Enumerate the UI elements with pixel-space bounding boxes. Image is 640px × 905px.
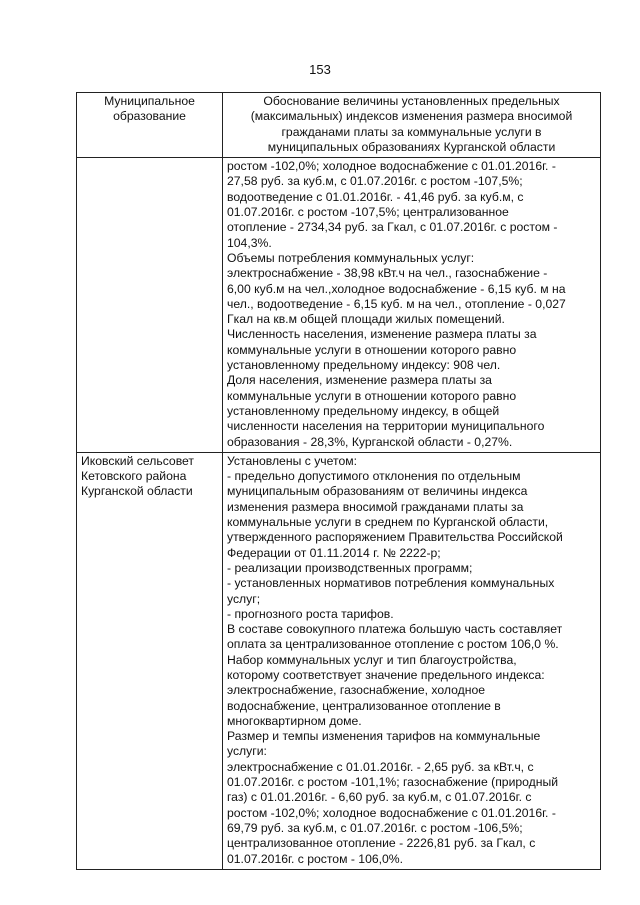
text-line: муниципальным образованиям от величины индекса: [227, 484, 528, 499]
header-line: гражданами платы за коммунальные услуги в: [281, 124, 542, 139]
header-line: (максимальных) индексов изменения размера вносимой: [250, 109, 573, 124]
text-line: коммунальные услуги в среднем по Курганской области,: [227, 515, 549, 530]
text-line: чел., водоотведение - 6,15 куб. м на чел., отопление - 0,027: [227, 296, 566, 311]
tariff-justification-table: [76, 92, 601, 870]
text-line: Курганской области: [81, 484, 193, 499]
text-line: - реализации производственных программ;: [227, 560, 473, 575]
text-line: установленному предельному индексу, в общей: [227, 403, 500, 418]
text-line: 104,3%.: [227, 235, 272, 250]
text-line: 01.07.2016г. с ростом -107,5%; централизованное: [227, 205, 509, 220]
text-line: электроснабжение с 01.01.2016г. - 2,65 руб. за кВт.ч, с: [227, 759, 534, 774]
text-line: образования - 28,3%, Курганской области - 0,27%.: [227, 434, 513, 449]
text-line: водоотведение с 01.01.2016г. - 41,46 руб. за куб.м, с: [227, 189, 524, 204]
text-line: многоквартирном доме.: [227, 713, 362, 728]
text-line: услуг;: [227, 591, 261, 606]
header-line: Обоснование величины установленных предельных: [263, 94, 560, 108]
text-line: установленному предельному индексу: 908 чел.: [227, 358, 501, 373]
text-line: 69,79 руб. за куб.м, с 01.07.2016г. с ростом -106,5%;: [227, 820, 523, 835]
page-number: 153: [309, 62, 331, 77]
text-line: Кетовского района: [81, 469, 187, 484]
text-line: газ) с 01.01.2016г. - 6,60 руб. за куб.м, с 01.07.2016г. с: [227, 790, 532, 805]
text-line: которому соответствует значение предельного индекса:: [227, 667, 545, 682]
text-line: отопление - 2734,34 руб. за Гкал, с 01.07.2016г. с ростом -: [227, 220, 558, 235]
header-justification: [223, 93, 601, 158]
text-line: ростом -102,0%; холодное водоснабжение с 01.01.2016г. -: [227, 805, 556, 820]
text-line: оплата за централизованное отопление с ростом 106,0 %.: [227, 637, 559, 652]
text-line: Численность населения, изменение размера платы за: [227, 327, 537, 342]
header-line: муниципальных образованиях Курганской области: [267, 139, 556, 154]
text-line: В составе совокупного платежа большую часть составляет: [227, 622, 563, 637]
text-line: 6,00 куб.м на чел.,холодное водоснабжение - 6,15 куб. м на: [227, 281, 566, 296]
text-line: - прогнозного роста тарифов.: [227, 606, 394, 621]
text-line: Федерации от 01.11.2014 г. № 2222-р;: [227, 545, 441, 560]
text-line: 01.07.2016г. с ростом -101,1%; газоснабжение (природный: [227, 775, 559, 790]
justification-cell: [223, 452, 601, 869]
text-line: Размер и темпы изменения тарифов на коммунальные: [227, 729, 541, 744]
justification-cell: [223, 158, 601, 453]
municipality-cell: [77, 452, 223, 869]
municipality-cell: [77, 158, 223, 453]
text-line: 27,58 руб. за куб.м, с 01.07.2016г. с ростом -107,5%;: [227, 174, 523, 189]
text-line: Установлены с учетом:: [227, 453, 357, 468]
text-line: Гкал на кв.м общей площади жилых помещений.: [227, 312, 505, 327]
header-municipality: [77, 93, 223, 158]
text-line: изменения размера вносимой граждан​ами платы за: [227, 499, 524, 514]
text-line: услуги:: [227, 744, 267, 759]
text-line: Объемы потребления коммунальных услуг:: [227, 250, 475, 265]
text-line: численности населения на территории муниципального: [227, 419, 545, 434]
table-row: [77, 452, 601, 869]
text-line: утвержденного распоряжением Правительства Российской: [227, 530, 563, 545]
text-line: Доля населения, изменение размера платы за: [227, 373, 492, 388]
text-line: Иковский сельсовет: [81, 453, 195, 468]
text-line: - установленных нормативов потребления коммунальных: [227, 576, 555, 591]
text-line: коммунальные услуги в отношении которого равно: [227, 388, 517, 403]
text-line: Набор коммунальных услуг и тип благоустройства,: [227, 652, 517, 667]
text-line: ростом -102,0%; холодное водоснабжение с 01.01.2016г. -: [227, 159, 556, 174]
text-line: коммунальные услуги в отношении которого равно: [227, 342, 517, 357]
text-line: электроснабжение - 38,98 кВт.ч на чел., газоснабжение -: [227, 266, 548, 281]
table-row: [77, 158, 601, 453]
header-line: Муниципальное: [104, 94, 195, 108]
text-line: электроснабжение, газоснабжение, холодное: [227, 683, 486, 698]
text-line: водоснабжение, централизованное отопление в: [227, 698, 501, 713]
text-line: - предельно допустимого отклонения по отдельным: [227, 469, 521, 484]
text-line: централизованное отопление - 2226,81 руб. за Гкал, с: [227, 836, 536, 851]
header-line: образование: [113, 109, 186, 124]
text-line: 01.07.2016г. с ростом - 106,0%.: [227, 851, 404, 866]
table-header-row: [77, 93, 601, 158]
